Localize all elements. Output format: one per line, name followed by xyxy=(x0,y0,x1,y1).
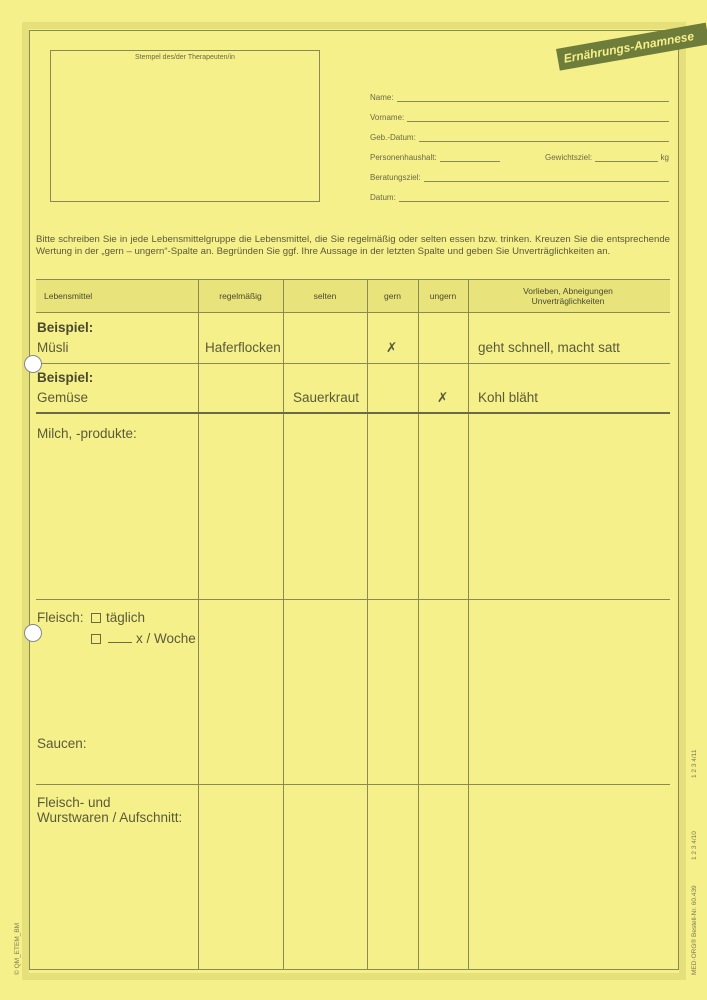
frequency-blank[interactable] xyxy=(108,642,132,643)
geb-datum-label: Geb.-Datum: xyxy=(370,133,416,142)
gewichtsziel-label: Gewichtsziel: xyxy=(545,153,593,162)
personenhaushalt-field[interactable] xyxy=(370,153,500,162)
personenhaushalt-label: Personenhaushalt: xyxy=(370,153,437,162)
datum-label: Datum: xyxy=(370,193,396,202)
col-divider xyxy=(418,279,419,969)
therapist-stamp-box xyxy=(50,50,320,202)
example-regelmaessig: Haferflocken xyxy=(205,340,281,355)
example-ungern-mark: ✗ xyxy=(437,390,449,405)
punch-hole xyxy=(24,355,42,373)
header-selten: selten xyxy=(313,291,337,301)
example-selten: Sauerkraut xyxy=(293,390,360,405)
row-divider xyxy=(36,784,670,785)
example-label: Beispiel: xyxy=(37,320,94,335)
copyright-note: © QM_ETEM_BM xyxy=(14,922,21,975)
stamp-label: Stempel des/der Therapeuten/in xyxy=(135,54,235,61)
vorname-field[interactable] xyxy=(370,113,669,122)
kg-unit: kg xyxy=(660,153,669,162)
example-comment: geht schnell, macht satt xyxy=(478,340,620,355)
vorname-label: Vorname: xyxy=(370,113,405,122)
row-divider-thick xyxy=(36,412,670,414)
option-woche[interactable]: x / Woche xyxy=(91,631,196,646)
col-divider xyxy=(198,279,199,969)
header-ungern: ungern xyxy=(429,291,457,301)
category-wurst-line2: Wurstwaren / Aufschnitt: xyxy=(37,810,183,825)
category-fleisch: Fleisch: xyxy=(37,610,84,625)
gewichtsziel-field[interactable] xyxy=(545,153,669,162)
publisher-note: MED·ORG® Bestell-Nr. 60.439 xyxy=(691,885,698,975)
col-divider xyxy=(283,279,284,969)
instructions: Bitte schreiben Sie in jede Lebensmittelgruppe die Lebensmittel, die Sie regelmäßig oder selten essen bzw. trinken. Kreuzen Sie die entsprechende Wertung in der „gern – ungern“-Spalte an. Begründen Sie ggf. Ihre Aussage in der letzten Spalte und geben Sie Unverträglichkeiten an. xyxy=(36,234,670,257)
form-title: Ernährungs-Anamnese xyxy=(556,23,707,71)
category-wurst-line1: Fleisch- und xyxy=(37,795,111,810)
beratungsziel-label: Beratungsziel: xyxy=(370,173,421,182)
category-milch: Milch, -produkte: xyxy=(37,426,137,441)
row-divider xyxy=(36,363,670,364)
example-food: Gemüse xyxy=(37,390,89,405)
header-regelmaessig: regelmäßig xyxy=(219,291,262,301)
header-lebensmittel: Lebensmittel xyxy=(44,291,93,301)
table-header xyxy=(36,279,670,313)
page-marks: 1 2 3 4/11 xyxy=(691,749,698,778)
example-label: Beispiel: xyxy=(37,370,94,385)
name-label: Name: xyxy=(370,93,394,102)
option-taeglich[interactable]: täglich xyxy=(91,610,145,625)
checkbox[interactable] xyxy=(91,613,101,623)
header-vorlieben: Vorlieben, Abneigungen Unverträglichkeiten xyxy=(523,286,613,306)
col-divider xyxy=(367,279,368,969)
page-marks: 1 2 3 4/10 xyxy=(691,831,698,860)
category-saucen: Saucen: xyxy=(37,736,87,751)
checkbox[interactable] xyxy=(91,634,101,644)
header-gern: gern xyxy=(383,291,401,301)
beratungsziel-field[interactable] xyxy=(370,173,669,182)
name-field[interactable] xyxy=(370,93,669,102)
example-gern-mark: ✗ xyxy=(386,340,398,355)
col-divider xyxy=(468,279,469,969)
datum-field[interactable] xyxy=(370,193,669,202)
geb-datum-field[interactable] xyxy=(370,133,669,142)
row-divider xyxy=(36,599,670,600)
example-comment: Kohl bläht xyxy=(478,390,539,405)
example-food: Müsli xyxy=(37,340,69,355)
punch-hole xyxy=(24,624,42,642)
